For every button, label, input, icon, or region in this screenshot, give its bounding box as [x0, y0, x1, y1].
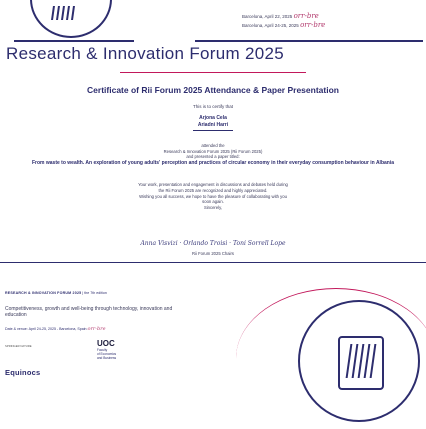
signature-line-1: Barcelona, April 22, 2025 [242, 14, 293, 19]
attended-block [100, 143, 326, 160]
signature-scribble-1: orr-bre [293, 12, 319, 20]
forum-name: RESEARCH & INNOVATION FORUM 2025 [5, 291, 82, 295]
chair-signatures: Anna Visvizi · Orlando Troisi · Toni Sorrell Lope [140, 240, 286, 247]
uoc-text-line: and Business [97, 356, 117, 360]
recipient-name: Arjona Cela [199, 115, 227, 121]
venue-text: Date & venue: April 24-25, 2025 - Barcelona, Spain [5, 327, 87, 331]
uoc-mark: UOC [97, 339, 115, 348]
springer-logo: SPRINGER NATURE [5, 344, 32, 348]
footer-rule [0, 262, 426, 263]
attended-line: Research & Innovation Forum 2025 (Rii Forum 2025) [163, 148, 263, 154]
header-rule-left [14, 40, 134, 42]
closing-line: Wishing you all success, we hope to have the pleasure of collaborating with you [139, 193, 287, 199]
page-title: Research & Innovation Forum 2025 [6, 44, 284, 63]
equinocs-logo: Equinocs [5, 368, 41, 377]
paper-title: From waste to wealth. An exploration of young adults' perception and practices of circular economy in their everyday consumption behaviour in Albania [32, 160, 394, 166]
rii-logo-bars [52, 6, 86, 20]
attended-line: and presented a paper titled: [186, 154, 240, 160]
certificate-title: Certificate of Rii Forum 2025 Attendance & Paper Presentation [87, 85, 339, 95]
uoc-text-line: Faculty [97, 348, 108, 352]
venue-scribble: orr-bre [87, 326, 106, 332]
forum-edition: | the 7th edition [82, 291, 107, 295]
closing-block [28, 182, 398, 211]
chairs-label: Rii Forum 2025 Chairs [192, 251, 234, 256]
sponsor-logos [5, 340, 245, 376]
uoc-text-line: of Economics [97, 352, 117, 356]
header-rule-right [195, 40, 423, 42]
forum-line [5, 291, 245, 295]
recipient-name: Ariadni Harri [197, 121, 229, 128]
closing-line: soon again. [202, 199, 224, 205]
attended-line: attended the [201, 143, 225, 148]
uoc-logo [97, 340, 117, 360]
signature-scribble-2: orr-bre [300, 21, 326, 29]
certify-text: This is to certify that [192, 104, 233, 109]
names-divider [193, 130, 233, 131]
rii-logo-bottom [298, 300, 420, 422]
closing-line: Sincerely, [203, 205, 223, 211]
forum-theme: Competitiveness, growth and well-being through technology, innovation and education [5, 306, 173, 319]
rii-logo-top [30, 0, 112, 38]
recipient-names [100, 115, 326, 131]
title-underline [120, 72, 306, 73]
rii-logo-frame [338, 336, 384, 390]
signature-line-2: Barcelona, April 24-25, 2025 [242, 23, 299, 28]
closing-line: Your work, presentation and engagement in discussions and debates held during [138, 182, 288, 187]
venue-line [5, 326, 245, 332]
closing-line: the Rii Forum 2025 are recognized and highly appreciated. [158, 187, 268, 193]
header-signatures [212, 12, 422, 30]
